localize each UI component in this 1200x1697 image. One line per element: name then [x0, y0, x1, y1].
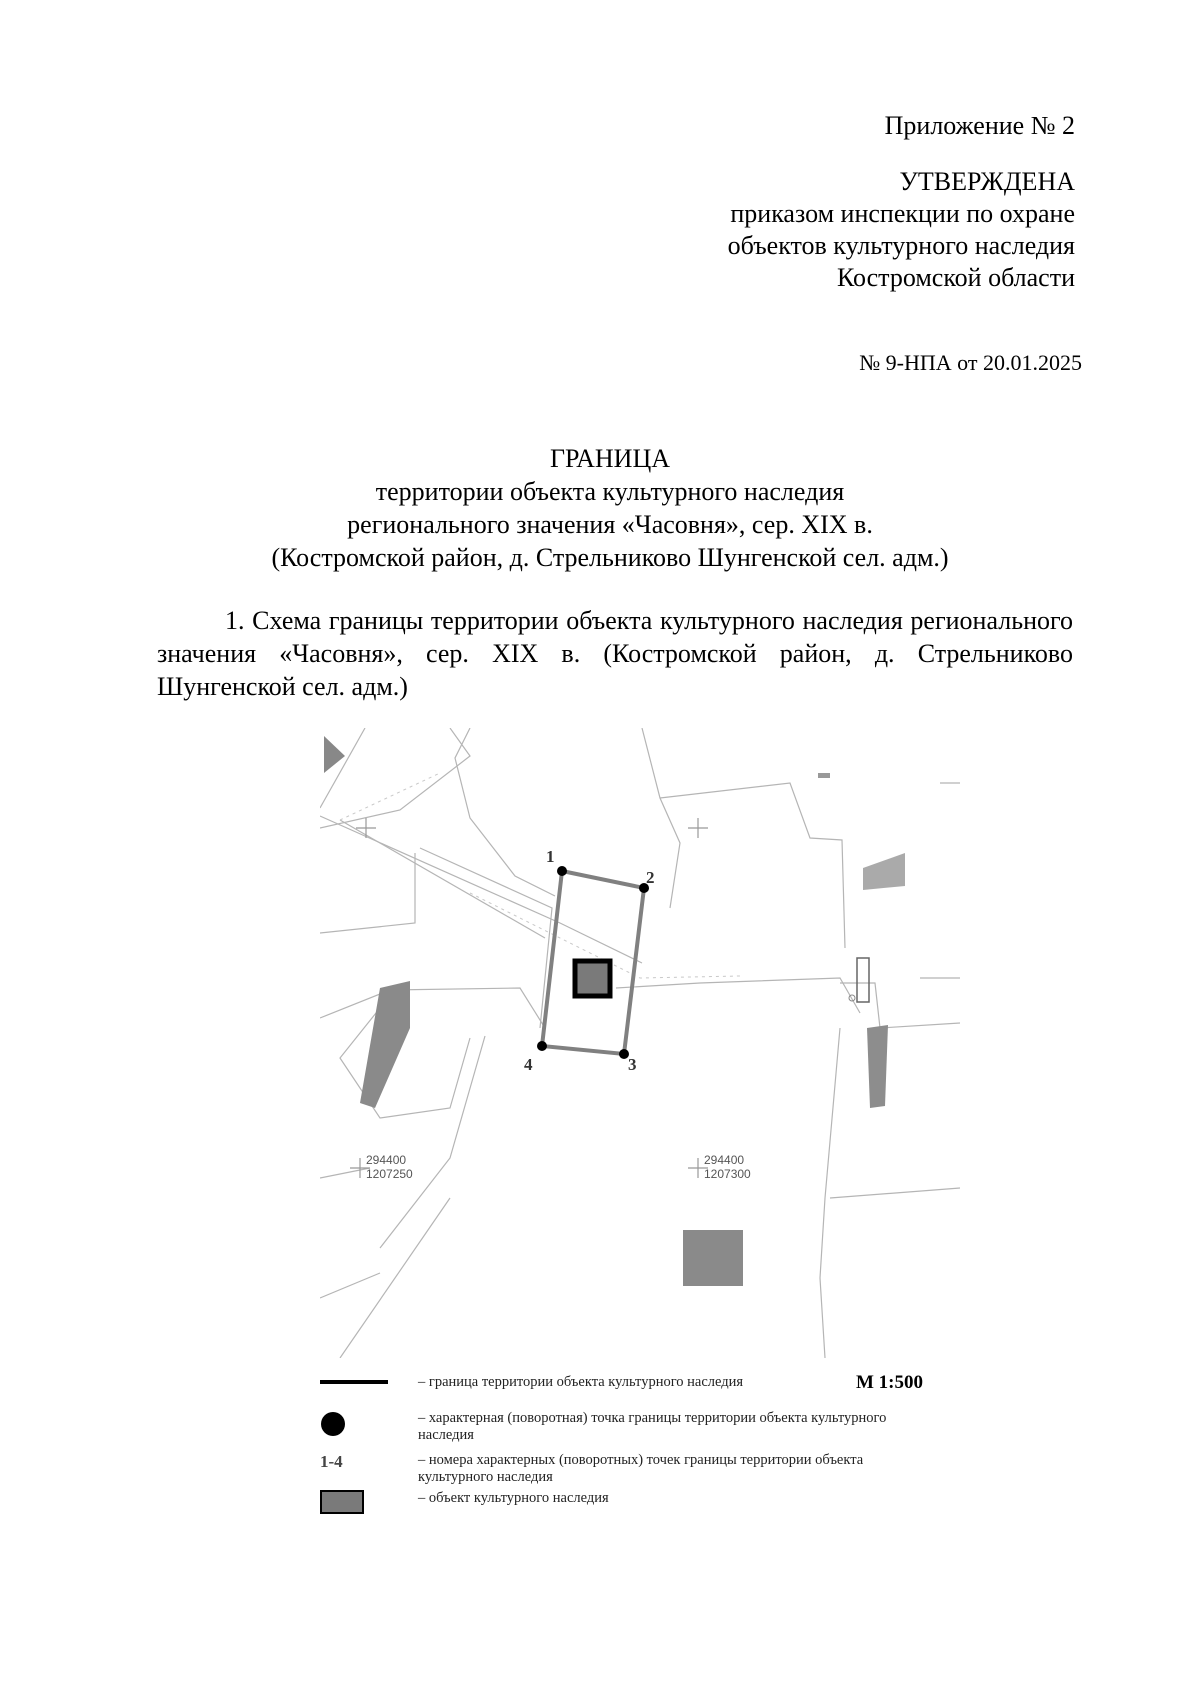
cadastral-line: [320, 728, 470, 828]
document-title: [150, 442, 1070, 574]
coord-label: 1207300: [704, 1167, 751, 1181]
point-numbers-icon: 1-4: [320, 1452, 343, 1471]
cadastral-line: [820, 1028, 840, 1358]
cadastral-line: [340, 1198, 450, 1358]
section-paragraph: 1. Схема границы территории объекта культурного наследия регионального значения «Часовня», сер. XIX в. (Костромской район, д. Стрельниково Шунгенской сел. адм.): [157, 606, 1073, 701]
building: [818, 773, 830, 778]
point-label: 4: [524, 1055, 533, 1074]
order-number: № 9-НПА от 20.01.2025: [859, 350, 1082, 375]
legend-text: – характерная (поворотная) точка границы территории объекта культурного наследия: [418, 1410, 887, 1443]
cadastral-line: [320, 988, 545, 1028]
building: [360, 981, 410, 1108]
approved-by-line: объектов культурного наследия: [727, 231, 1075, 260]
boundary-map: [320, 728, 960, 1358]
approved-by-line: Костромской области: [836, 263, 1075, 292]
legend-text: – граница территории объекта культурного наследия: [418, 1374, 744, 1390]
cadastral-line: [380, 1036, 485, 1248]
cadastral-line: [660, 783, 845, 948]
cadastral-lines: [320, 728, 960, 1358]
grid-cross: [356, 818, 376, 838]
title-line: регионального значения «Часовня», сер. XIX в.: [347, 510, 873, 539]
point-label: 1: [546, 847, 555, 866]
boundary-line-icon: [320, 1380, 388, 1384]
title-main: ГРАНИЦА: [549, 444, 671, 473]
title-line: (Костромской район, д. Стрельниково Шунгенской сел. адм.): [271, 543, 949, 572]
turning-point-4: [537, 1041, 547, 1051]
cadastral-line: [340, 820, 545, 938]
legend-text: – объект культурного наследия: [418, 1490, 609, 1506]
point-label: 3: [628, 1055, 637, 1074]
map-svg: [320, 728, 960, 1358]
heritage-object-icon: [320, 1490, 364, 1514]
turning-point-icon: [321, 1412, 345, 1436]
coord-label: 294400: [704, 1153, 745, 1167]
building-outline: [857, 958, 869, 1002]
turning-point-1: [557, 866, 567, 876]
cadastral-line: [320, 816, 642, 963]
map-legend: [318, 1372, 978, 1532]
cadastral-line: [320, 1168, 370, 1178]
appendix-label: Приложение № 2: [884, 111, 1075, 140]
approved-label: УТВЕРЖДЕНА: [899, 167, 1075, 196]
cadastral-line: [420, 848, 552, 1028]
heritage-object: [575, 961, 610, 996]
coord-label: 1207250: [366, 1167, 413, 1181]
cadastral-line: [840, 983, 960, 1028]
approved-by-line: приказом инспекции по охране: [730, 199, 1075, 228]
buildings: [324, 736, 905, 1286]
dashed-lines: [340, 773, 740, 978]
cadastral-line: [830, 1188, 960, 1198]
cadastral-line: [320, 1273, 380, 1298]
point-label: 2: [646, 868, 655, 887]
title-line: территории объекта культурного наследия: [375, 477, 845, 506]
dashed-line: [340, 773, 440, 820]
building: [863, 853, 905, 890]
map-scale: М 1:500: [856, 1372, 924, 1393]
cadastral-line: [320, 853, 415, 933]
grid-cross: [688, 818, 708, 838]
building: [683, 1230, 743, 1286]
cadastral-line: [616, 978, 860, 1013]
building: [324, 736, 345, 773]
legend-text: – номера характерных (поворотных) точек границы территории объекта культурного наследия: [418, 1452, 864, 1485]
coord-label: 294400: [366, 1153, 407, 1167]
building: [867, 1025, 888, 1108]
approval-block: [475, 110, 1075, 294]
